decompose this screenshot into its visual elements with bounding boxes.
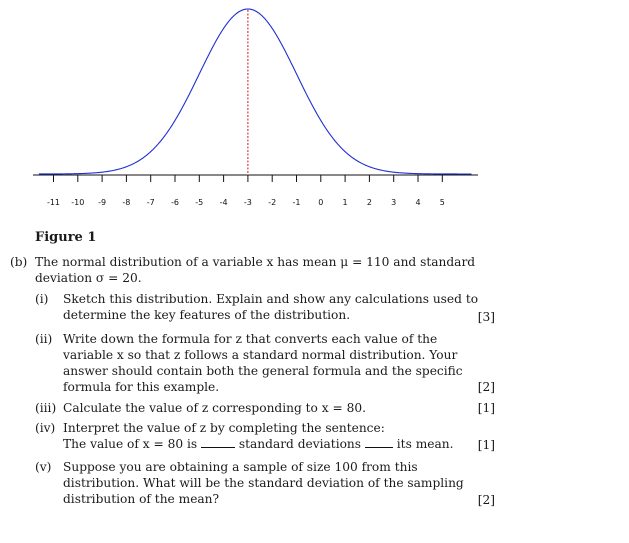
part-label: (b) (10, 255, 28, 269)
x-axis-ticks (54, 175, 443, 182)
subpart-i-line: Sketch this distribution. Explain and show any calculations used to (63, 292, 479, 306)
subpart-ii-line: Write down the formula for z that converts each value of the (63, 332, 438, 346)
figure-caption: Figure 1 (35, 230, 97, 245)
subpart-i-line: determine the key features of the distribution. (63, 308, 351, 322)
subpart-v-line: Suppose you are obtaining a sample of size 100 from this (63, 460, 418, 474)
sentence-start: The value of x = 80 is (63, 437, 198, 451)
subpart-v-line: distribution of the mean? (63, 492, 220, 506)
subpart-iv-sentence (63, 436, 453, 452)
x-tick-label: -4 (219, 198, 228, 207)
intro-line-2: deviation σ = 20. (35, 271, 142, 285)
subpart-iii-text: Calculate the value of z corresponding to x = 80. (63, 401, 366, 415)
x-tick-label: -8 (122, 198, 131, 207)
x-tick-label: 3 (391, 198, 397, 207)
x-tick-label: -5 (195, 198, 204, 207)
subpart-ii-line: formula for this example. (63, 380, 220, 394)
x-tick-label: -3 (243, 198, 252, 207)
subpart-i-number: (i) (35, 292, 49, 306)
answer-blank-2[interactable] (365, 436, 393, 448)
answer-blank-1[interactable] (201, 436, 235, 448)
x-tick-label: 5 (439, 198, 445, 207)
normal-curve (39, 9, 472, 174)
x-tick-label: -11 (46, 198, 61, 207)
subpart-iv-line: Interpret the value of z by completing the sentence: (63, 421, 385, 435)
subpart-ii-line: variable x so that z follows a standard normal distribution. Your (63, 348, 458, 362)
subpart-iv-text (63, 420, 453, 452)
x-tick-label: -7 (146, 198, 155, 207)
subpart-i-mark: [3] (477, 310, 495, 324)
x-tick-label: 1 (342, 198, 348, 207)
subpart-v-mark: [2] (477, 493, 495, 507)
subpart-iv-number: (iv) (35, 421, 56, 435)
subpart-iii-number: (iii) (35, 401, 57, 415)
subpart-ii-mark: [2] (477, 380, 495, 394)
x-tick-label: 0 (318, 198, 324, 207)
intro-line-1: The normal distribution of a variable x has mean μ = 110 and standard (35, 255, 476, 269)
x-tick-label: -10 (71, 198, 85, 207)
subpart-i-text (63, 291, 478, 323)
subpart-v-line: distribution. What will be the standard deviation of the sampling (63, 476, 464, 490)
subpart-ii-number: (ii) (35, 332, 53, 346)
x-tick-label: 2 (366, 198, 372, 207)
x-tick-label: 4 (415, 198, 421, 207)
subpart-v-text (63, 459, 464, 507)
sentence-mid: standard deviations (238, 437, 362, 451)
subpart-ii-line: answer should contain both the general formula and the specific (63, 364, 463, 378)
subpart-iii-mark: [1] (477, 401, 495, 415)
x-tick-label: -9 (98, 198, 107, 207)
x-tick-label: -2 (268, 198, 277, 207)
subpart-iv-mark: [1] (477, 438, 495, 452)
normal-distribution-figure (0, 0, 629, 225)
subpart-ii-text (63, 331, 463, 395)
sentence-end: its mean. (396, 437, 454, 451)
subpart-v-number: (v) (35, 460, 52, 474)
x-tick-label: -6 (171, 198, 179, 207)
x-axis-tick-labels (47, 198, 445, 207)
question-intro (35, 254, 475, 286)
x-tick-label: -1 (292, 198, 301, 207)
